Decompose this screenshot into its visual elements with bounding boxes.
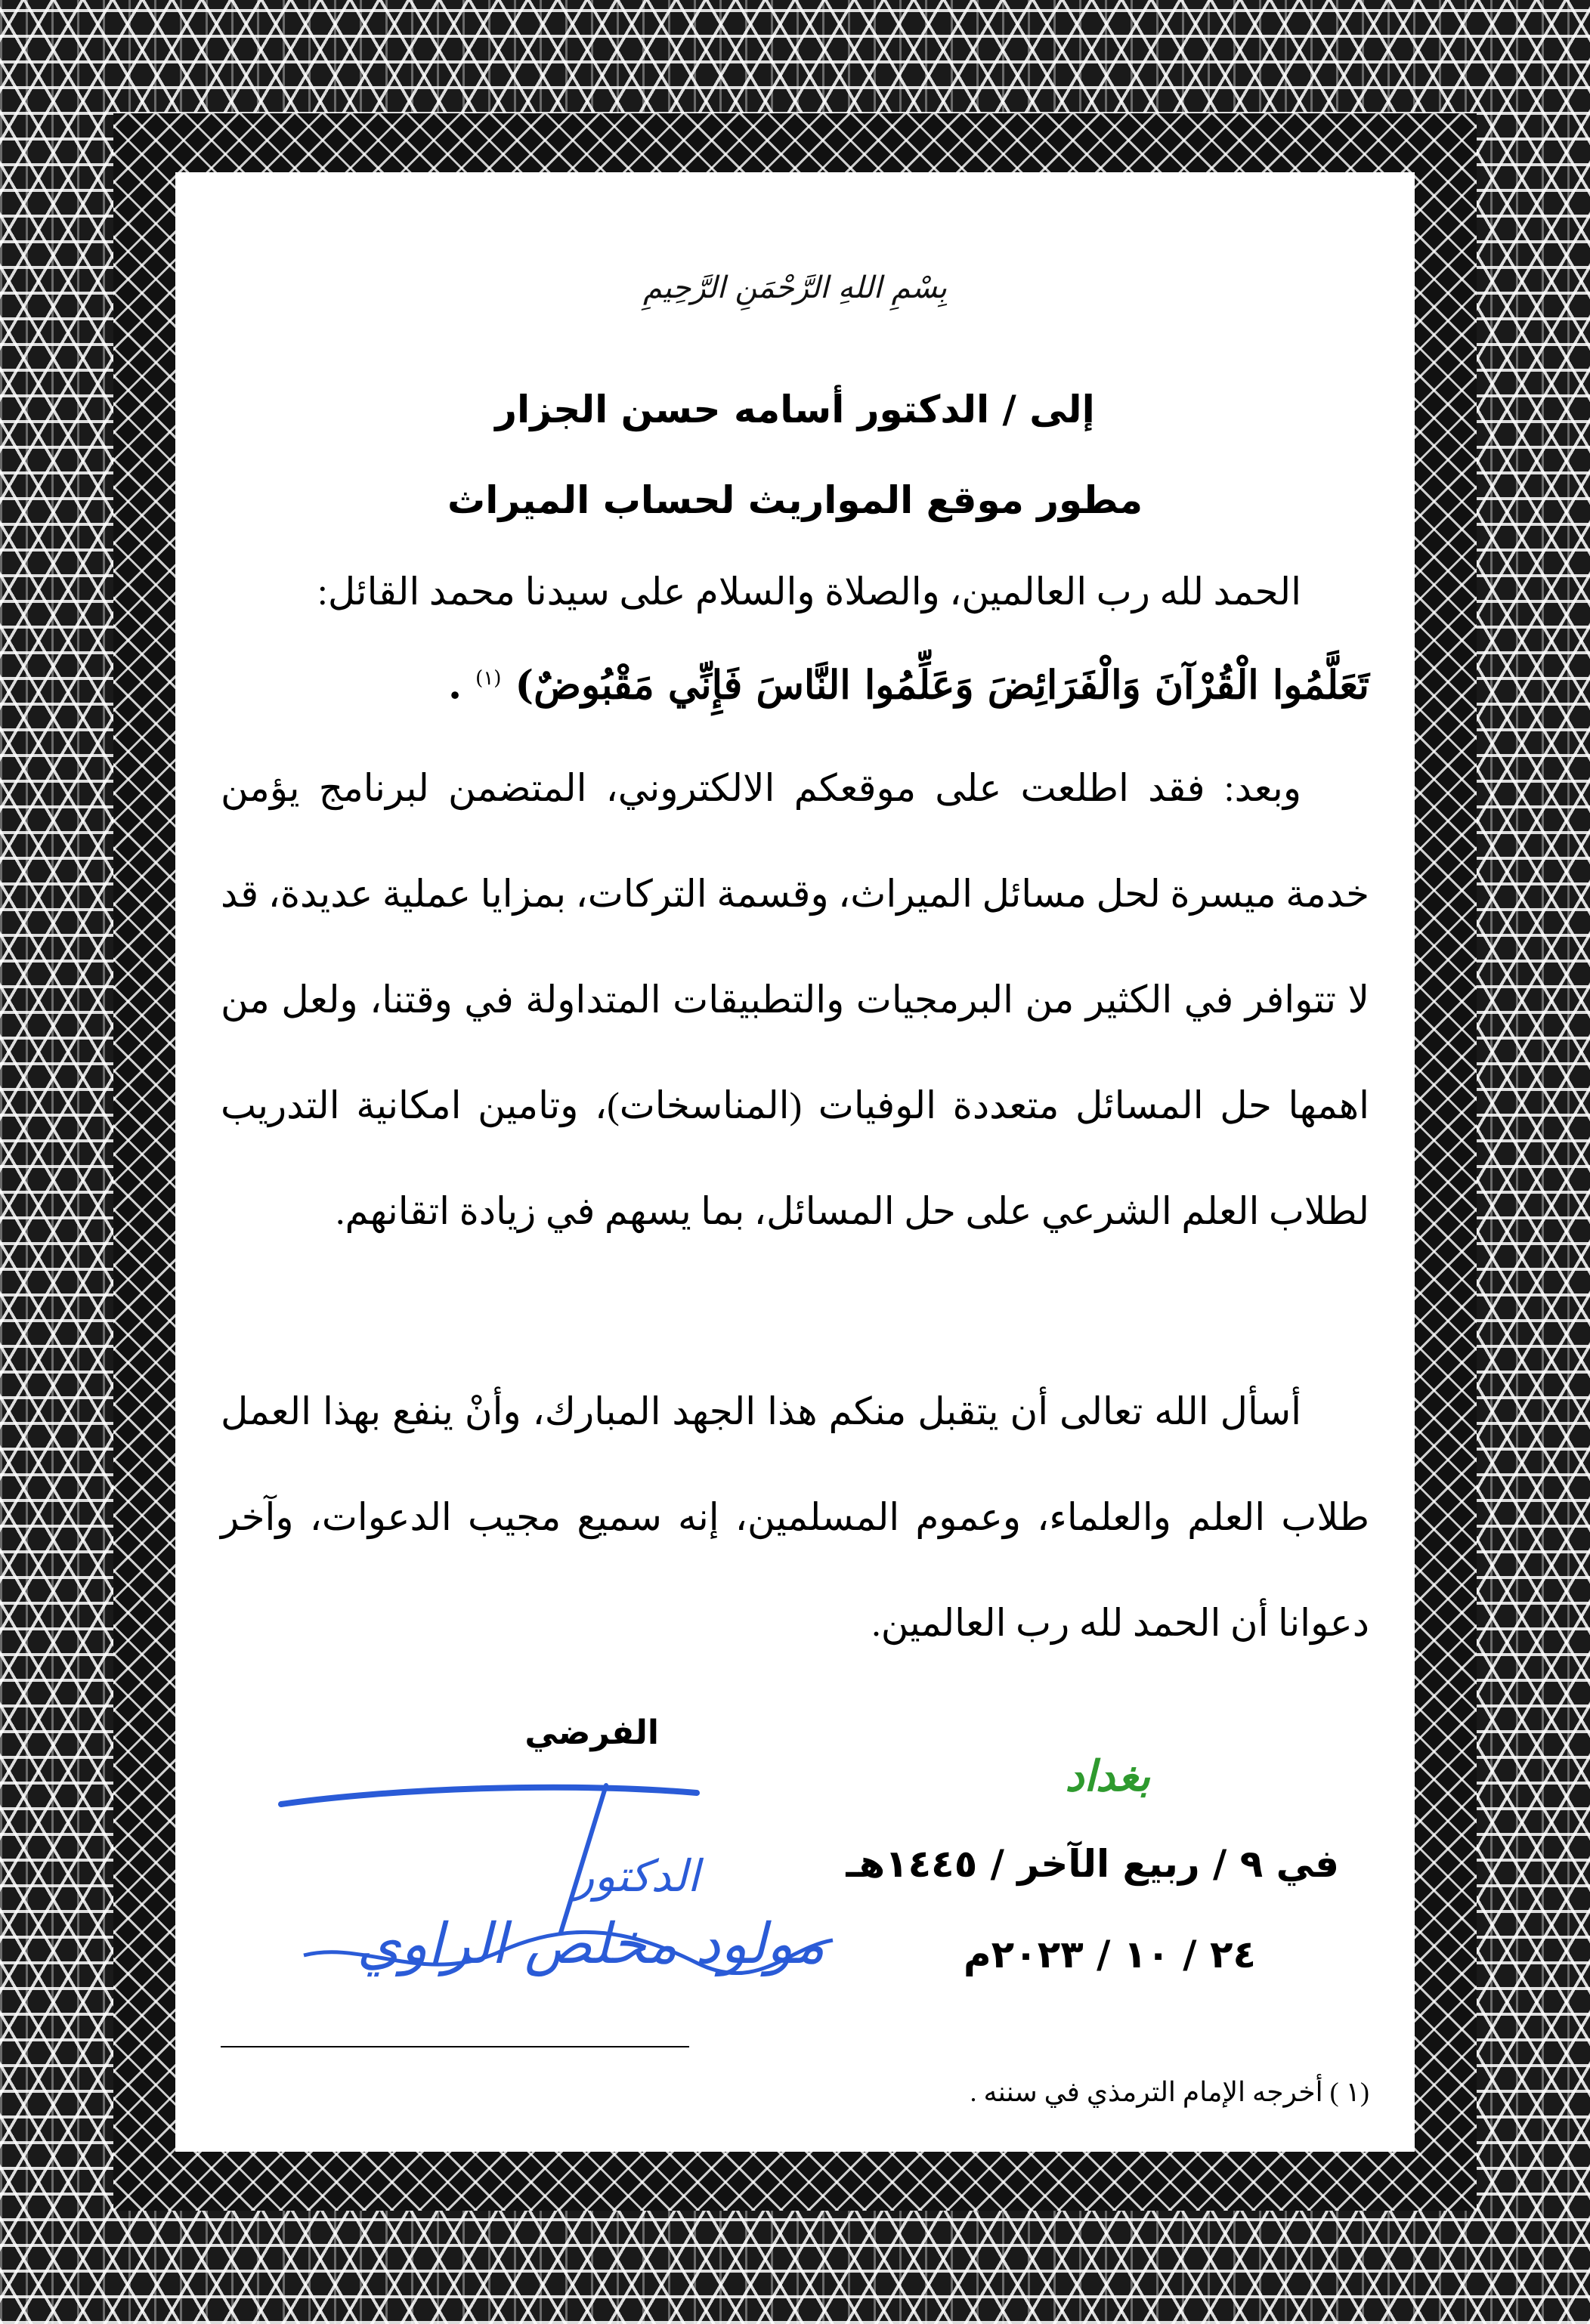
basmala: بِسْمِ اللهِ الرَّحْمَنِ الرَّحِيمِ: [642, 270, 948, 305]
recipient-subheading: مطور موقع المواريث لحساب الميراث: [447, 478, 1143, 522]
footnote: (١ ) أخرجه الإمام الترمذي في سننه .: [970, 2077, 1369, 2107]
handwritten-signature: [274, 1759, 848, 2016]
letter-page: [175, 172, 1415, 2152]
signer-title: الفرضي: [524, 1714, 659, 1752]
signature-title-text: الدكتور: [573, 1850, 700, 1902]
body-paragraph: وبعد: فقد اطلعت على موقعكم الالكتروني، المتضمن لبرنامج يؤمن خدمة ميسرة لحل مسائل الميراث، وقسمة التركات، بمزايا عملية عديدة، قد لا تتوافر في الكثير من البرمجيات والتطبيقات المتداولة في وقتنا، ولعل من اهمها حل المسائل متعددة الوفيات (المناسخات)، وتامين امكانية التدريب لطلاب العلم الشرعي على حل المسائل، بما يسهم في زيادة اتقانهم.: [221, 767, 1369, 1232]
footnote-divider: [221, 2046, 689, 2047]
gregorian-date: ٢٤ / ١٠ / ٢٠٢٣م: [964, 1933, 1256, 1976]
hijri-date: في ٩ / ربيع الآخر / ١٤٤٥هـ: [846, 1842, 1339, 1886]
opening-paragraph: الحمد لله رب العالمين، والصلاة والسلام على سيدنا محمد القائل:: [317, 570, 1301, 613]
hadith-end: .: [447, 662, 462, 709]
hadith-text: تَعَلَّمُوا الْقُرْآنَ وَالْفَرَائِضَ وَعَلِّمُوا النَّاسَ فَإِنِّي مَقْبُوضٌ): [515, 662, 1369, 709]
place-name: بغداد: [1065, 1751, 1150, 1801]
recipient-heading: إلى / الدكتور أسامه حسن الجزار: [495, 388, 1095, 431]
hadith-quote: [221, 641, 1369, 723]
signature-name-text: مولود مخلص الراوي: [357, 1911, 825, 1976]
closing-paragraph: أسأل الله تعالى أن يتقبل منكم هذا الجهد المبارك، وأنْ ينفع بهذا العمل طلاب العلم والعلماء، وعموم المسلمين، إنه سميع مجيب الدعوات، وآخر دعوانا أن الحمد لله رب العالمين.: [221, 1390, 1369, 1644]
footnote-reference: (١): [475, 667, 502, 690]
